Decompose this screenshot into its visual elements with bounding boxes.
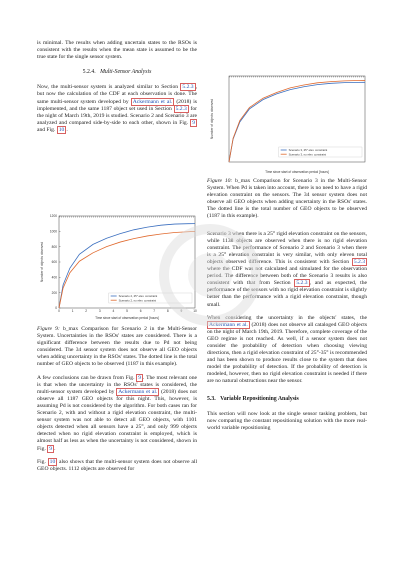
citation-link[interactable]: Ackermann et al.	[118, 388, 158, 395]
right-column	[207, 178, 367, 438]
figure-10-chart	[207, 70, 369, 176]
y-tick-label: 600	[51, 260, 57, 265]
figure-10-caption: Figure 10: b_max Comparison for Scenario 3 in the Multi-Sensor System. When Pd is taken into account, there is no need to have a rigid elevation constraint on the sensors. The 34 sensor system does not observe all GEO objects when adding uncertainty in the RSOs' states. The dotted line is the total number of GEO objects to be observed (1187 in this example).	[207, 178, 367, 220]
x-tick-label: 8	[166, 309, 169, 313]
section-heading-multi-sensor: 5.2.4. Multi-Sensor Analysis	[82, 69, 152, 76]
x-tick-label: 6	[139, 309, 142, 313]
y-tick-label: 200	[51, 290, 57, 295]
legend-entry: Scenario 2, 25° elev. constraint	[118, 294, 158, 299]
figure-link[interactable]: 9	[192, 119, 195, 126]
x-tick-label: 3	[98, 309, 101, 313]
x-axis-label: Time since start of observation period [hours]	[95, 316, 159, 320]
figure-9-caption: Figure 9: b_max Comparison for Scenario 2 in the Multi-Sensor System. Uncertainties in the RSOs' states are considered. There is a significant difference between the results due to Pd not being considered. The 34 sensor system does not observe all GEO objects when adding uncertainty in the RSOs' states. The dotted line is the total number of GEO objects to be observed (1187 in this example).	[37, 326, 198, 368]
citation-link[interactable]: Ackermann et al.	[132, 98, 173, 105]
x-tick-label: 9	[180, 309, 183, 313]
intro-paragraph: is minimal. The results when adding uncertain states to the RSOs is consistent with the results when the mean state is assumed to be the true state for the single sensor system.	[37, 40, 197, 61]
section-link[interactable]: 5.2.3	[175, 105, 187, 112]
legend-entry: Scenario 2, no elev. constraint	[118, 298, 157, 303]
y-tick-label: 1000	[49, 229, 57, 234]
y-tick-label: 1200	[49, 214, 57, 219]
variable-repositioning-paragraph: This section will now look at the single sensor tasking problem, but now comparing the constant repositioning solution with the more real-world variable repositioning	[207, 410, 367, 431]
conclusions-paragraph: A few conclusions can be drawn from Fig. 9 . The most relevant one is that when the uncertainty in the RSOs' states is considered, the multi-sensor system developed by Ackermann et al. (2018) does not observe all 1187 GEO objects for this night. This, however, is assuming Pd is not considered by the algorithm. For both cases ran for Scenario 2, with and without a rigid elevation constraint, the multi-sensor system was not able to detect all GEO objects, with 1101 objects detected when all sensors have a 25°, and only 999 objects detected when no rigid elevation constraint is employed, which is almost half as less as when the uncertainty is not considered, shown in Fig. 9 .	[37, 374, 197, 452]
scenario-3-paragraph: Scenario 3 when there is a 25° rigid elevation constraint on the sensors, while 1138 objects are observed when there is no rigid elevation constraint. The performance of Scenario 2 and Scenario 3 when there is a 25° elevation constraint is very similar, with only eleven total objects observed difference. This is consistent with Section 5.2.3 where the CDF was not calculated and simulated for the observation period. The difference between both of the Scenario 3 results is also consistent with that from Section 5.2.3 , and as expected, the performance of the sensors with no rigid elevation constraint is slightly better than the performance with a rigid elevation constraint, though small.	[207, 230, 367, 308]
figure-9-chart	[37, 210, 199, 322]
x-axis-label: Time since start of observation period [hours]	[265, 170, 329, 174]
left-column	[37, 40, 197, 140]
figure-link[interactable]: 9	[138, 374, 142, 381]
x-tick-label: 2	[85, 309, 88, 313]
figure-link[interactable]: 10	[58, 126, 65, 133]
figure-10-paragraph: Fig. 10 also shows that the multi-sensor system does not observe all GEO objects. 1112 objects are observed for	[37, 458, 197, 472]
section-link[interactable]: 5.2.3	[296, 280, 308, 287]
x-tick-label: 4	[112, 309, 115, 313]
legend-entry: Scenario 3, no elev. constraint	[288, 152, 327, 157]
left-column-lower	[37, 326, 197, 479]
x-tick-label: 7	[153, 309, 156, 313]
x-tick-label: 0	[58, 309, 60, 313]
y-tick-label: 800	[51, 244, 57, 249]
legend-entry: Scenario 3, 25° elev. constraint	[288, 148, 328, 153]
section-link[interactable]: 5.2.3	[182, 84, 194, 91]
citation-link[interactable]: Ackermann et al.	[209, 321, 248, 328]
x-tick-label: 1	[71, 309, 74, 313]
section-link[interactable]: 5.2.3	[353, 258, 365, 265]
section-heading-variable-repositioning: 5.3. Variable Repositioning Analysis	[207, 395, 299, 402]
figure-link[interactable]: 10	[49, 458, 56, 465]
figure-link[interactable]: 9	[49, 445, 53, 452]
uncertainty-paragraph: When considering the uncertainty in the objects' states, the Ackermann et al. (2018) does not observe all cataloged GEO objects on the night of March 19th, 2019. Therefore, complete coverage of the GEO regime is not reached. As well, if a sensor system does not consider the probability of detection when choosing viewing directions, then a rigid elevation constraint of 25°-35° is recommended and has been shown to produce results close to the system that does model the probability of detection. If the probability of detection is modeled, however, then no rigid elevation constraint is needed if there are no natural obstructions near the sensor.	[207, 314, 367, 385]
y-tick-label: 0	[55, 306, 57, 311]
y-axis-label: Number of objects observed	[40, 242, 44, 282]
y-tick-label: 400	[51, 275, 57, 280]
multi-sensor-paragraph: Now, the multi-sensor system is analyzed similar to Section 5.2.3 , but now the calculation of the CDF at each observation is done. The same multi-sensor system developed by Ackermann et al. (2018) is implemented, and the same 1187 object set used in Section 5.2.3 for the night of March 19th, 2019 is studied. Scenario 2 and Scenario 3 are analyzed and compared side-by-side to each other, shown in Fig. 9 and Fig. 10 .	[37, 84, 198, 133]
x-tick-label: 10	[193, 309, 197, 313]
x-tick-label: 5	[126, 309, 128, 313]
y-axis-label: Number of objects observed	[210, 99, 214, 139]
